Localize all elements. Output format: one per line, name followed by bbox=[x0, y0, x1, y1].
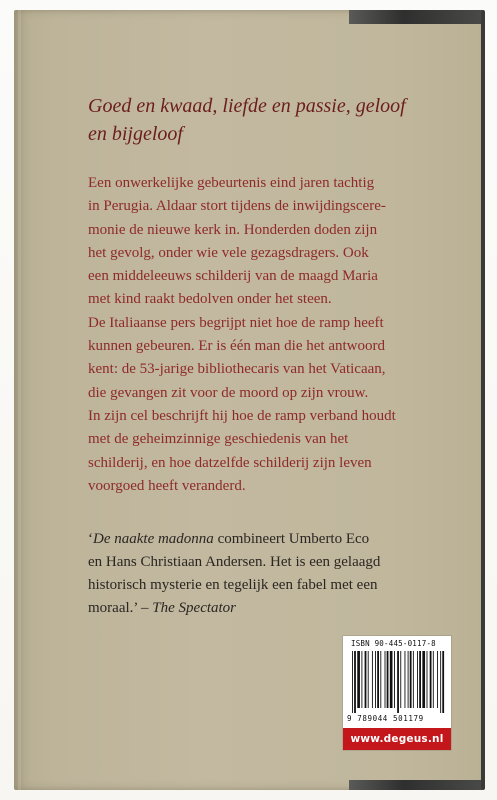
barcode-bars bbox=[351, 651, 445, 713]
spine-bottom-cap bbox=[349, 780, 485, 790]
quote-line4-text: moraal.’ – bbox=[88, 600, 153, 617]
barcode-bar bbox=[375, 651, 376, 708]
blurb-line: het gevolg, onder wie vele gezagsdragers. Ook bbox=[88, 244, 369, 261]
quote-line bbox=[88, 528, 458, 551]
spine-edge bbox=[481, 10, 485, 790]
barcode-bar bbox=[419, 651, 421, 708]
quoted-book-title: De naakte madonna bbox=[93, 531, 214, 548]
tagline: Goed en kwaad, liefde en passie, geloof en bijgeloof bbox=[88, 95, 406, 145]
barcode-bar bbox=[354, 651, 356, 713]
barcode-bar bbox=[397, 651, 399, 713]
quote-line: en Hans Christiaan Andersen. Het is een gelaagd bbox=[88, 554, 381, 571]
barcode-bar bbox=[437, 651, 438, 708]
barcode-bar bbox=[365, 651, 367, 708]
blurb-line: kunnen gebeuren. Er is één man die het antwoord bbox=[88, 338, 385, 355]
barcode-bar bbox=[357, 651, 360, 708]
barcode-bar bbox=[442, 651, 444, 713]
publisher-url-badge: www.degeus.nl bbox=[343, 728, 451, 750]
barcode-bar bbox=[430, 651, 432, 708]
barcode-bar bbox=[400, 651, 401, 708]
barcode-bar bbox=[394, 651, 395, 708]
blurb-line: In zijn cel beschrijft hij hoe de ramp verband houdt bbox=[88, 407, 396, 424]
quote-line1-rest: combineert Umberto Eco bbox=[213, 531, 370, 548]
barcode-bar bbox=[387, 651, 389, 708]
barcode-bar bbox=[422, 651, 425, 708]
barcode-label bbox=[343, 636, 451, 750]
barcode-bar bbox=[390, 651, 393, 708]
blurb-line: Een onwerkelijke gebeurtenis eind jaren tachtig bbox=[88, 175, 375, 191]
blurb-line: met kind raakt bedolven onder het steen. bbox=[88, 291, 332, 308]
spine-top-cap bbox=[349, 10, 485, 24]
blurb-line: schilderij, en hoe datzelfde schilderij zijn leven bbox=[88, 454, 372, 471]
blurb-line: een middeleeuws schilderij van de maagd Maria bbox=[88, 268, 378, 285]
barcode-bar bbox=[440, 651, 441, 713]
barcode-bar bbox=[372, 651, 373, 708]
blurb-line: die gevangen zit voor de moord op zijn vrouw. bbox=[88, 384, 369, 401]
quote-source: The Spectator bbox=[152, 600, 237, 617]
barcode-bar bbox=[405, 651, 406, 708]
barcode-digits: 9 789044 501179 bbox=[347, 714, 424, 723]
barcode-bar bbox=[427, 651, 428, 708]
barcode-bar bbox=[368, 651, 369, 708]
barcode-bar bbox=[361, 651, 362, 708]
barcode-bar bbox=[413, 651, 414, 708]
quote-line bbox=[88, 597, 458, 620]
barcode-bar bbox=[352, 651, 353, 713]
barcode-bar bbox=[377, 651, 379, 708]
quote-line: historisch mysterie en tegelijk een fabel met een bbox=[88, 577, 378, 594]
blurb-line: met de geheimzinnige geschiedenis van het bbox=[88, 431, 349, 448]
barcode-bar bbox=[433, 651, 434, 708]
cover-text bbox=[88, 92, 458, 620]
barcode-bar bbox=[380, 651, 381, 708]
blurb-line: De Italiaanse pers begrijpt niet hoe de ramp heeft bbox=[88, 314, 384, 331]
barcode-bar bbox=[408, 651, 409, 708]
blurb-line: monie de nieuwe kerk in. Honderden doden zijn bbox=[88, 221, 378, 238]
quote-open-mark: ‘ bbox=[88, 531, 93, 548]
blurb-line: kent: de 53-jarige bibliothecaris van het Vaticaan, bbox=[88, 361, 386, 378]
barcode-bar bbox=[385, 651, 386, 708]
isbn-label: ISBN 90-445-0117-8 bbox=[351, 639, 436, 648]
blurb-line: voorgoed heeft veranderd. bbox=[88, 477, 246, 494]
barcode-bar bbox=[417, 651, 418, 708]
barcode-bar bbox=[410, 651, 412, 708]
review-quote bbox=[88, 528, 458, 620]
barcode-graphic bbox=[351, 651, 445, 713]
blurb-line: in Perugia. Aldaar stort tijdens de inwijdingscere- bbox=[88, 198, 386, 215]
blurb bbox=[88, 172, 458, 498]
